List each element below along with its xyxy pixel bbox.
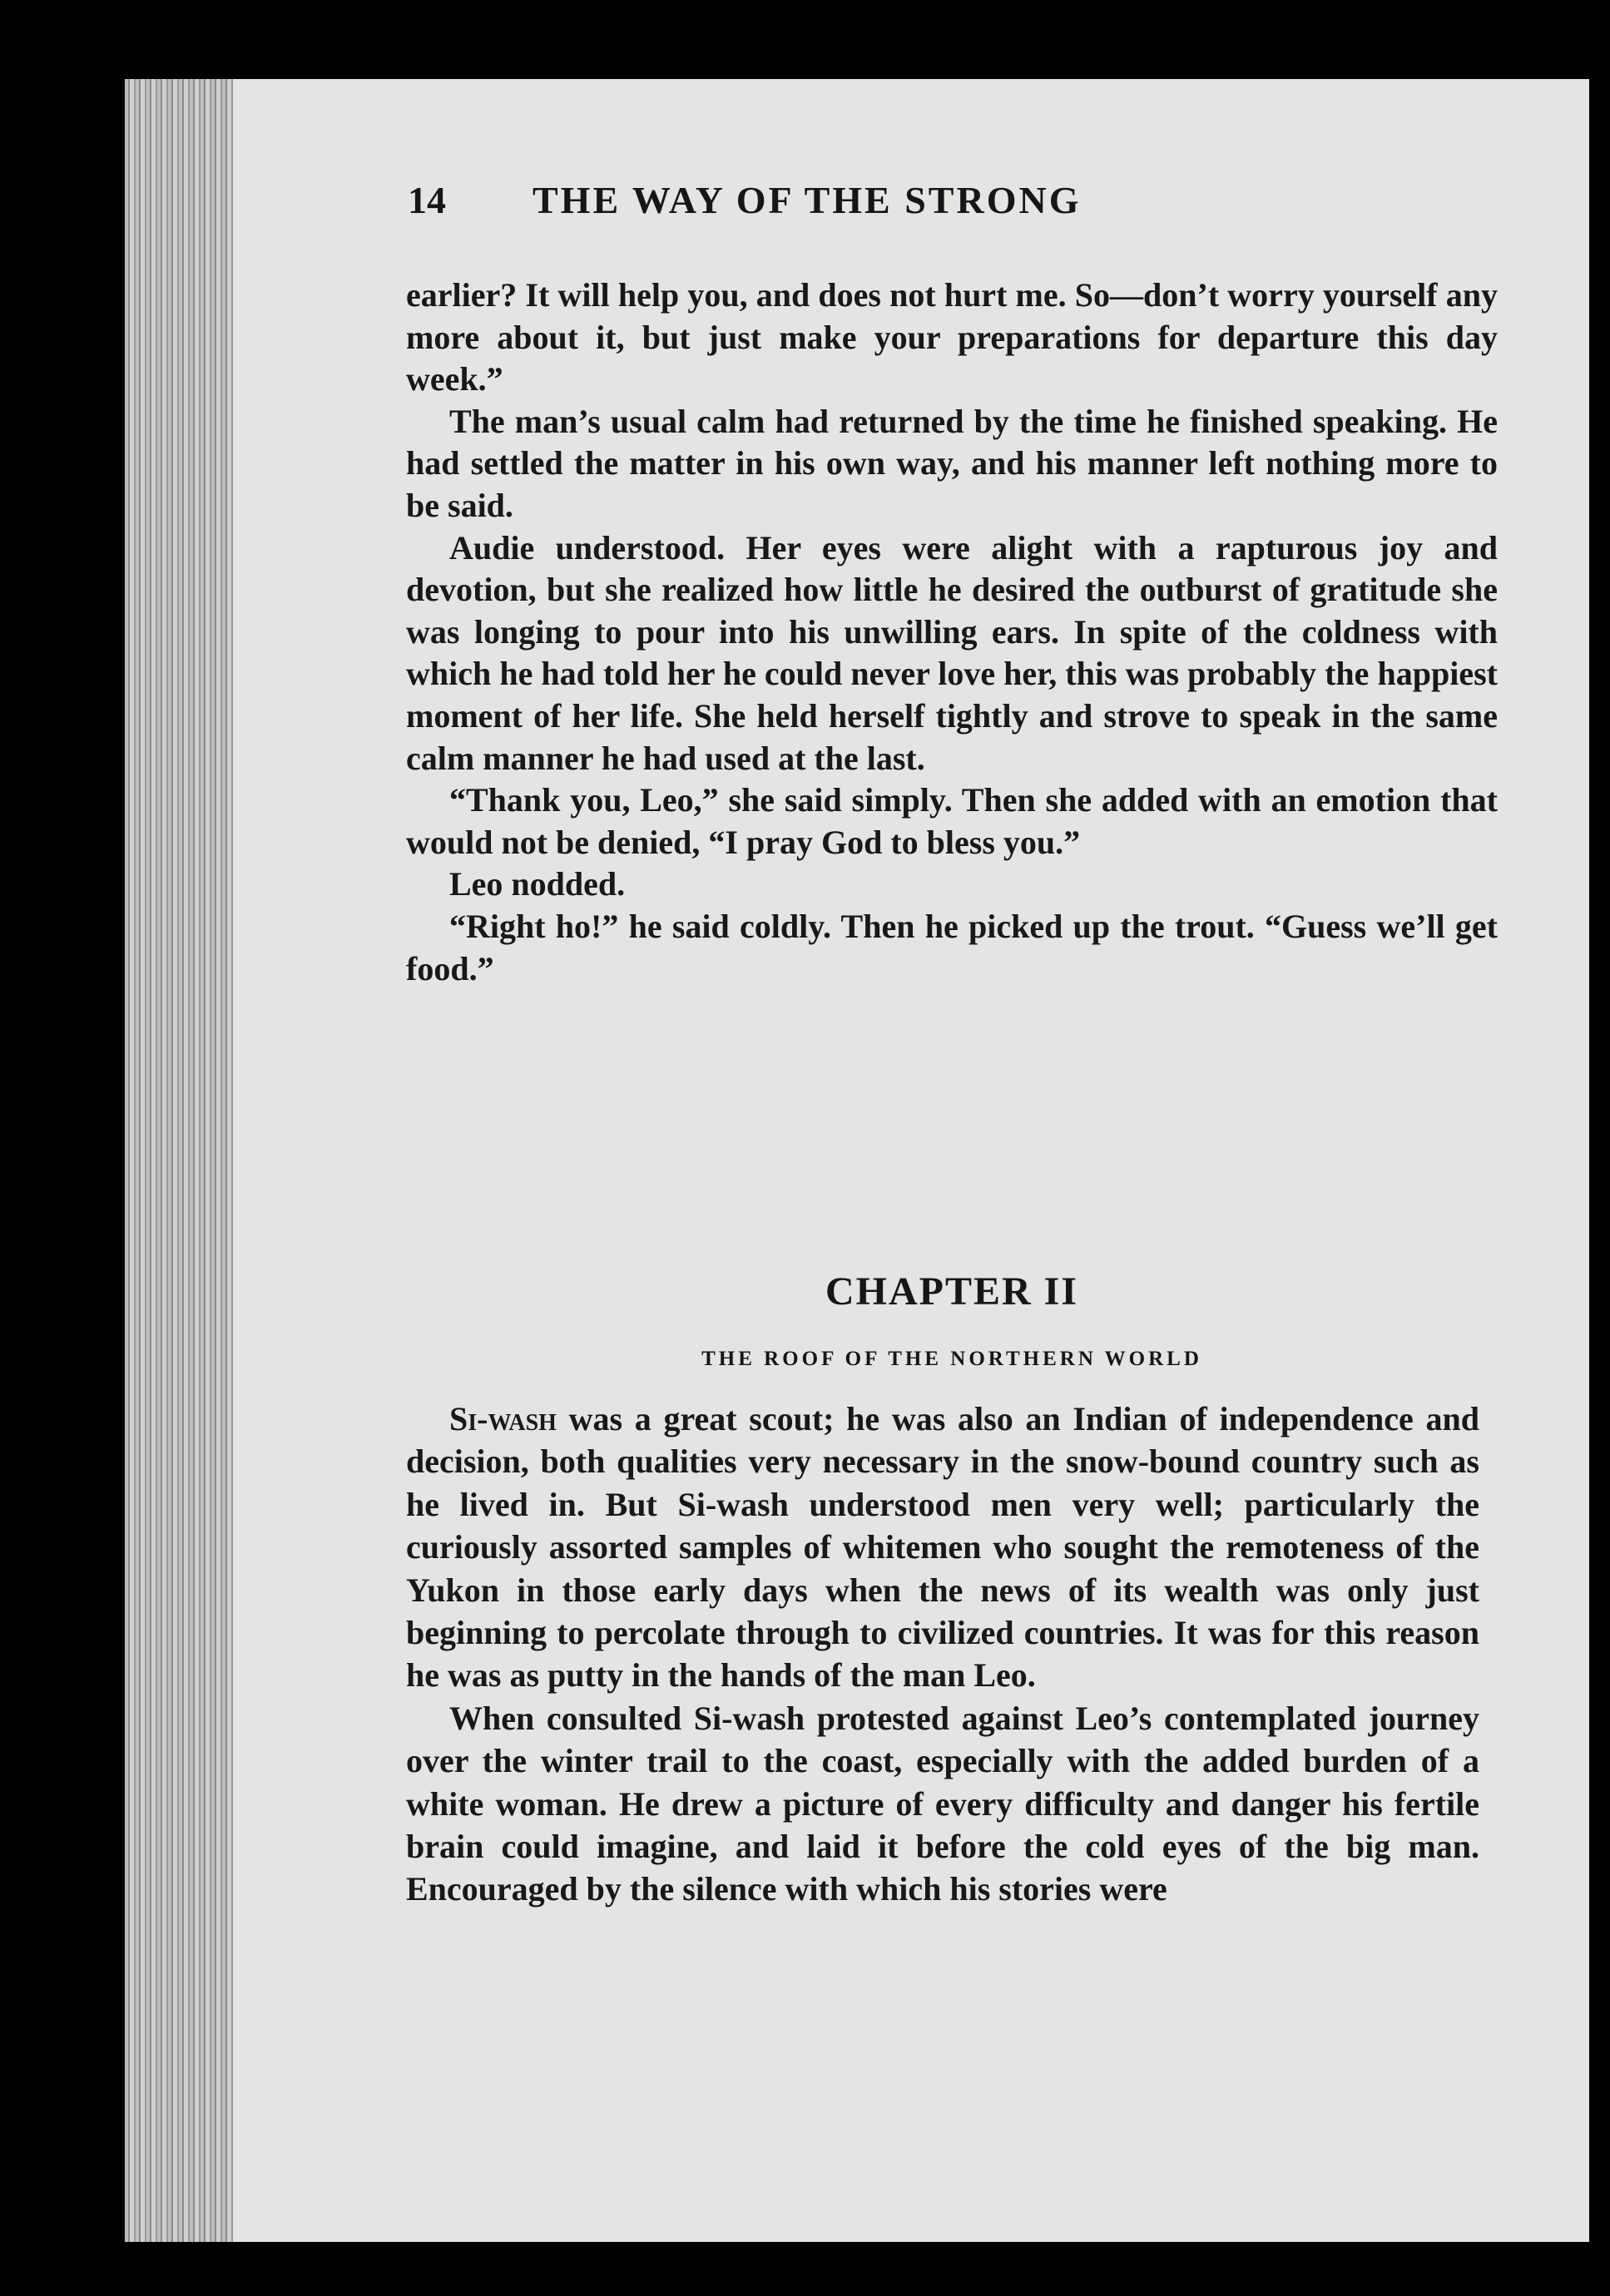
paragraph: “Thank you, Leo,” she said simply. Then she added with an emotion that would not be denied, “I pray God to bless you.”	[406, 781, 1498, 861]
paragraph: Leo nodded.	[449, 865, 626, 903]
chapter-subtitle: THE ROOF OF THE NORTHERN WORLD	[701, 1348, 1202, 1370]
paragraph: When consulted Si-wash protested against Leo’s contemplated journey over the winter trail to the coast, especially with the added burden of a white woman. He drew a picture of every difficulty and danger his fertile brain could imagine, and laid it before the cold eyes of the big man. Encouraged by the silence with which his stories were	[406, 1699, 1479, 1908]
paragraph: Audie understood. Her eyes were alight with a rapturous joy and devotion, but she realized how little he desired the outburst of gratitude she was longing to pour into his unwilling ears. In spite of the coldness with which he had told her he could never love her, this was probably the happiest moment of her life. She held herself tightly and strove to speak in the same calm manner he had used at the last.	[406, 528, 1498, 777]
paragraph-continuation: earlier? It will help you, and does not hurt me. So—don’t worry yourself any more about it, but just make your preparations for departure this day week.”	[406, 276, 1498, 398]
page-number: 14	[408, 178, 446, 221]
page-edge-shading	[125, 79, 233, 2242]
paragraph	[406, 1398, 1479, 1697]
running-title: THE WAY OF THE STRONG	[533, 178, 1082, 221]
chapter-heading: CHAPTER II	[825, 1269, 1079, 1314]
body-text-chapter	[406, 1398, 1479, 1911]
running-header	[408, 166, 1290, 233]
paragraph: “Right ho!” he said coldly. Then he picked up the trout. “Guess we’ll get food.”	[406, 907, 1498, 987]
paragraph-text: was a great scout; he was also an Indian of independence and decision, both qualities very necessary in the snow-bound country such as he lived in. But Si-wash understood men very well; particularly the curiously assorted samples of whitemen who sought the remoteness of the Yukon in those early days when the news of its wealth was only just beginning to percolate through to civilized countries. It was for this reason he was as putty in the hands of the man Leo.	[406, 1400, 1479, 1695]
body-text-top	[406, 275, 1498, 990]
opening-word: Si-wash	[449, 1400, 557, 1437]
paragraph: The man’s usual calm had returned by the time he finished speaking. He had settled the matter in his own way, and his manner left nothing more to be said.	[406, 402, 1498, 524]
